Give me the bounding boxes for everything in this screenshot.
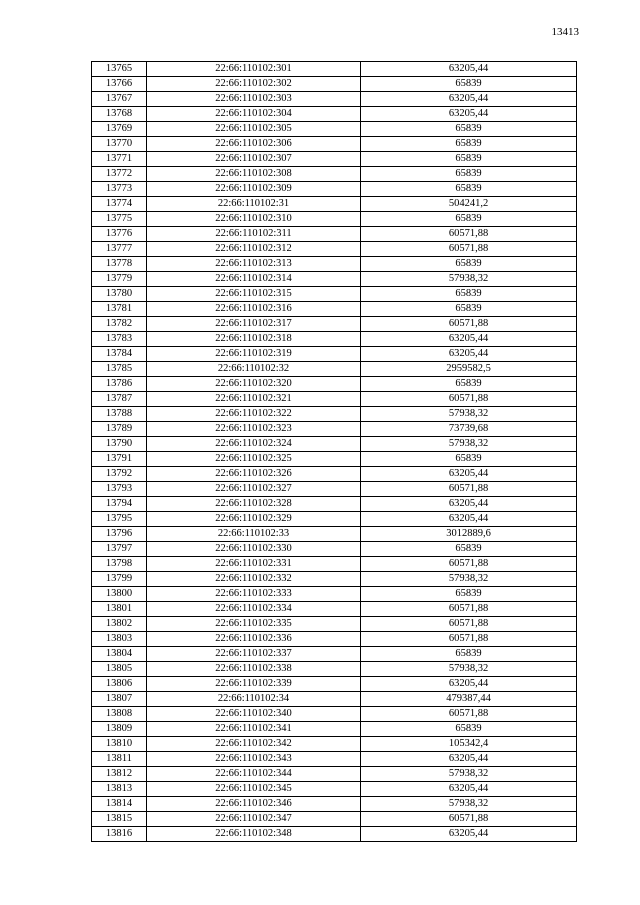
table-row: [92, 317, 577, 332]
table-row: [92, 527, 577, 542]
cadastral-number-cell: 22:66:110102:302: [147, 77, 361, 92]
value-cell: 60571,88: [361, 482, 577, 497]
cadastral-number-cell: 22:66:110102:305: [147, 122, 361, 137]
cadastral-number-cell: 22:66:110102:329: [147, 512, 361, 527]
table-row: [92, 392, 577, 407]
row-number-cell: 13800: [92, 587, 147, 602]
cadastral-number-cell: 22:66:110102:344: [147, 767, 361, 782]
cadastral-number-cell: 22:66:110102:324: [147, 437, 361, 452]
cadastral-number-cell: 22:66:110102:308: [147, 167, 361, 182]
table-row: [92, 617, 577, 632]
value-cell: 60571,88: [361, 602, 577, 617]
value-cell: 63205,44: [361, 62, 577, 77]
row-number-cell: 13813: [92, 782, 147, 797]
cadastral-number-cell: 22:66:110102:31: [147, 197, 361, 212]
table-row: [92, 437, 577, 452]
row-number-cell: 13766: [92, 77, 147, 92]
row-number-cell: 13795: [92, 512, 147, 527]
row-number-cell: 13815: [92, 812, 147, 827]
table-row: [92, 482, 577, 497]
cadastral-number-cell: 22:66:110102:320: [147, 377, 361, 392]
value-cell: 57938,32: [361, 572, 577, 587]
table-row: [92, 272, 577, 287]
table-row: [92, 62, 577, 77]
cadastral-number-cell: 22:66:110102:317: [147, 317, 361, 332]
table-row: [92, 662, 577, 677]
cadastral-number-cell: 22:66:110102:342: [147, 737, 361, 752]
row-number-cell: 13808: [92, 707, 147, 722]
row-number-cell: 13774: [92, 197, 147, 212]
cadastral-number-cell: 22:66:110102:306: [147, 137, 361, 152]
table-row: [92, 227, 577, 242]
table-row: [92, 212, 577, 227]
cadastral-number-cell: 22:66:110102:303: [147, 92, 361, 107]
row-number-cell: 13799: [92, 572, 147, 587]
value-cell: 65839: [361, 587, 577, 602]
table-row: [92, 782, 577, 797]
row-number-cell: 13803: [92, 632, 147, 647]
value-cell: 65839: [361, 647, 577, 662]
cadastral-number-cell: 22:66:110102:319: [147, 347, 361, 362]
table-row: [92, 632, 577, 647]
cadastral-number-cell: 22:66:110102:330: [147, 542, 361, 557]
row-number-cell: 13777: [92, 242, 147, 257]
table-row: [92, 77, 577, 92]
cadastral-number-cell: 22:66:110102:347: [147, 812, 361, 827]
row-number-cell: 13810: [92, 737, 147, 752]
cadastral-number-cell: 22:66:110102:331: [147, 557, 361, 572]
value-cell: 60571,88: [361, 242, 577, 257]
row-number-cell: 13791: [92, 452, 147, 467]
row-number-cell: 13802: [92, 617, 147, 632]
row-number-cell: 13798: [92, 557, 147, 572]
table-row: [92, 467, 577, 482]
value-cell: 63205,44: [361, 467, 577, 482]
value-cell: 60571,88: [361, 392, 577, 407]
value-cell: 65839: [361, 167, 577, 182]
table-row: [92, 827, 577, 842]
row-number-cell: 13783: [92, 332, 147, 347]
table-row: [92, 137, 577, 152]
row-number-cell: 13806: [92, 677, 147, 692]
cadastral-number-cell: 22:66:110102:336: [147, 632, 361, 647]
value-cell: 65839: [361, 452, 577, 467]
row-number-cell: 13773: [92, 182, 147, 197]
value-cell: 57938,32: [361, 797, 577, 812]
value-cell: 65839: [361, 212, 577, 227]
table-row: [92, 302, 577, 317]
row-number-cell: 13770: [92, 137, 147, 152]
row-number-cell: 13794: [92, 497, 147, 512]
value-cell: 57938,32: [361, 407, 577, 422]
cadastral-number-cell: 22:66:110102:34: [147, 692, 361, 707]
cadastral-number-cell: 22:66:110102:307: [147, 152, 361, 167]
cadastral-number-cell: 22:66:110102:335: [147, 617, 361, 632]
table-row: [92, 362, 577, 377]
cadastral-number-cell: 22:66:110102:343: [147, 752, 361, 767]
table-row: [92, 332, 577, 347]
value-cell: 3012889,6: [361, 527, 577, 542]
cadastral-number-cell: 22:66:110102:333: [147, 587, 361, 602]
row-number-cell: 13769: [92, 122, 147, 137]
table-row: [92, 497, 577, 512]
cadastral-number-cell: 22:66:110102:316: [147, 302, 361, 317]
cadastral-number-cell: 22:66:110102:318: [147, 332, 361, 347]
page-number: 13413: [551, 26, 579, 38]
cadastral-number-cell: 22:66:110102:327: [147, 482, 361, 497]
value-cell: 60571,88: [361, 812, 577, 827]
cadastral-number-cell: 22:66:110102:304: [147, 107, 361, 122]
row-number-cell: 13790: [92, 437, 147, 452]
value-cell: 63205,44: [361, 497, 577, 512]
row-number-cell: 13784: [92, 347, 147, 362]
table-row: [92, 677, 577, 692]
table-row: [92, 182, 577, 197]
table-row: [92, 752, 577, 767]
cadastral-value-table: [91, 61, 577, 842]
value-cell: 479387,44: [361, 692, 577, 707]
cadastral-number-cell: 22:66:110102:337: [147, 647, 361, 662]
cadastral-number-cell: 22:66:110102:341: [147, 722, 361, 737]
value-cell: 60571,88: [361, 317, 577, 332]
row-number-cell: 13792: [92, 467, 147, 482]
cadastral-number-cell: 22:66:110102:315: [147, 287, 361, 302]
table-row: [92, 557, 577, 572]
row-number-cell: 13765: [92, 62, 147, 77]
cadastral-number-cell: 22:66:110102:33: [147, 527, 361, 542]
cadastral-number-cell: 22:66:110102:345: [147, 782, 361, 797]
cadastral-number-cell: 22:66:110102:314: [147, 272, 361, 287]
cadastral-number-cell: 22:66:110102:32: [147, 362, 361, 377]
row-number-cell: 13796: [92, 527, 147, 542]
cadastral-number-cell: 22:66:110102:338: [147, 662, 361, 677]
cadastral-number-cell: 22:66:110102:339: [147, 677, 361, 692]
table-row: [92, 407, 577, 422]
table-row: [92, 572, 577, 587]
table-row: [92, 242, 577, 257]
row-number-cell: 13797: [92, 542, 147, 557]
row-number-cell: 13816: [92, 827, 147, 842]
value-cell: 65839: [361, 287, 577, 302]
cadastral-number-cell: 22:66:110102:326: [147, 467, 361, 482]
cadastral-number-cell: 22:66:110102:312: [147, 242, 361, 257]
table-row: [92, 722, 577, 737]
table-row: [92, 122, 577, 137]
row-number-cell: 13786: [92, 377, 147, 392]
row-number-cell: 13780: [92, 287, 147, 302]
value-cell: 504241,2: [361, 197, 577, 212]
row-number-cell: 13775: [92, 212, 147, 227]
value-cell: 57938,32: [361, 437, 577, 452]
row-number-cell: 13805: [92, 662, 147, 677]
cadastral-number-cell: 22:66:110102:323: [147, 422, 361, 437]
row-number-cell: 13785: [92, 362, 147, 377]
table-row: [92, 797, 577, 812]
value-cell: 63205,44: [361, 752, 577, 767]
value-cell: 65839: [361, 302, 577, 317]
table-row: [92, 347, 577, 362]
value-cell: 63205,44: [361, 347, 577, 362]
cadastral-number-cell: 22:66:110102:325: [147, 452, 361, 467]
table-row: [92, 92, 577, 107]
value-cell: 63205,44: [361, 782, 577, 797]
cadastral-number-cell: 22:66:110102:310: [147, 212, 361, 227]
table-row: [92, 377, 577, 392]
table-row: [92, 737, 577, 752]
table-row: [92, 167, 577, 182]
value-cell: 57938,32: [361, 767, 577, 782]
cadastral-number-cell: 22:66:110102:322: [147, 407, 361, 422]
row-number-cell: 13809: [92, 722, 147, 737]
table-row: [92, 257, 577, 272]
row-number-cell: 13801: [92, 602, 147, 617]
cadastral-number-cell: 22:66:110102:321: [147, 392, 361, 407]
row-number-cell: 13812: [92, 767, 147, 782]
table-row: [92, 422, 577, 437]
value-cell: 65839: [361, 137, 577, 152]
row-number-cell: 13789: [92, 422, 147, 437]
cadastral-number-cell: 22:66:110102:332: [147, 572, 361, 587]
row-number-cell: 13787: [92, 392, 147, 407]
row-number-cell: 13776: [92, 227, 147, 242]
value-cell: 63205,44: [361, 827, 577, 842]
table-row: [92, 452, 577, 467]
value-cell: 65839: [361, 182, 577, 197]
table-row: [92, 587, 577, 602]
cadastral-number-cell: 22:66:110102:340: [147, 707, 361, 722]
value-cell: 2959582,5: [361, 362, 577, 377]
table-row: [92, 512, 577, 527]
cadastral-number-cell: 22:66:110102:301: [147, 62, 361, 77]
table-row: [92, 602, 577, 617]
value-cell: 65839: [361, 722, 577, 737]
value-cell: 63205,44: [361, 332, 577, 347]
value-cell: 57938,32: [361, 662, 577, 677]
value-cell: 65839: [361, 377, 577, 392]
cadastral-number-cell: 22:66:110102:348: [147, 827, 361, 842]
row-number-cell: 13781: [92, 302, 147, 317]
cadastral-number-cell: 22:66:110102:313: [147, 257, 361, 272]
table-row: [92, 767, 577, 782]
cadastral-number-cell: 22:66:110102:334: [147, 602, 361, 617]
value-cell: 60571,88: [361, 227, 577, 242]
row-number-cell: 13768: [92, 107, 147, 122]
value-cell: 105342,4: [361, 737, 577, 752]
row-number-cell: 13772: [92, 167, 147, 182]
cadastral-number-cell: 22:66:110102:328: [147, 497, 361, 512]
table-row: [92, 107, 577, 122]
value-cell: 63205,44: [361, 677, 577, 692]
value-cell: 57938,32: [361, 272, 577, 287]
row-number-cell: 13793: [92, 482, 147, 497]
table-row: [92, 647, 577, 662]
value-cell: 60571,88: [361, 707, 577, 722]
row-number-cell: 13814: [92, 797, 147, 812]
row-number-cell: 13807: [92, 692, 147, 707]
value-cell: 65839: [361, 122, 577, 137]
value-cell: 65839: [361, 77, 577, 92]
row-number-cell: 13767: [92, 92, 147, 107]
cadastral-number-cell: 22:66:110102:311: [147, 227, 361, 242]
table-row: [92, 707, 577, 722]
table-row: [92, 542, 577, 557]
row-number-cell: 13811: [92, 752, 147, 767]
value-cell: 63205,44: [361, 107, 577, 122]
row-number-cell: 13778: [92, 257, 147, 272]
value-cell: 65839: [361, 152, 577, 167]
value-cell: 60571,88: [361, 557, 577, 572]
value-cell: 63205,44: [361, 92, 577, 107]
table-row: [92, 287, 577, 302]
row-number-cell: 13771: [92, 152, 147, 167]
value-cell: 65839: [361, 542, 577, 557]
value-cell: 73739,68: [361, 422, 577, 437]
row-number-cell: 13788: [92, 407, 147, 422]
value-cell: 65839: [361, 257, 577, 272]
row-number-cell: 13804: [92, 647, 147, 662]
value-cell: 63205,44: [361, 512, 577, 527]
value-cell: 60571,88: [361, 632, 577, 647]
table-body: [92, 62, 577, 842]
table-row: [92, 152, 577, 167]
row-number-cell: 13779: [92, 272, 147, 287]
cadastral-number-cell: 22:66:110102:309: [147, 182, 361, 197]
table-row: [92, 197, 577, 212]
row-number-cell: 13782: [92, 317, 147, 332]
value-cell: 60571,88: [361, 617, 577, 632]
cadastral-number-cell: 22:66:110102:346: [147, 797, 361, 812]
table-row: [92, 812, 577, 827]
table-row: [92, 692, 577, 707]
